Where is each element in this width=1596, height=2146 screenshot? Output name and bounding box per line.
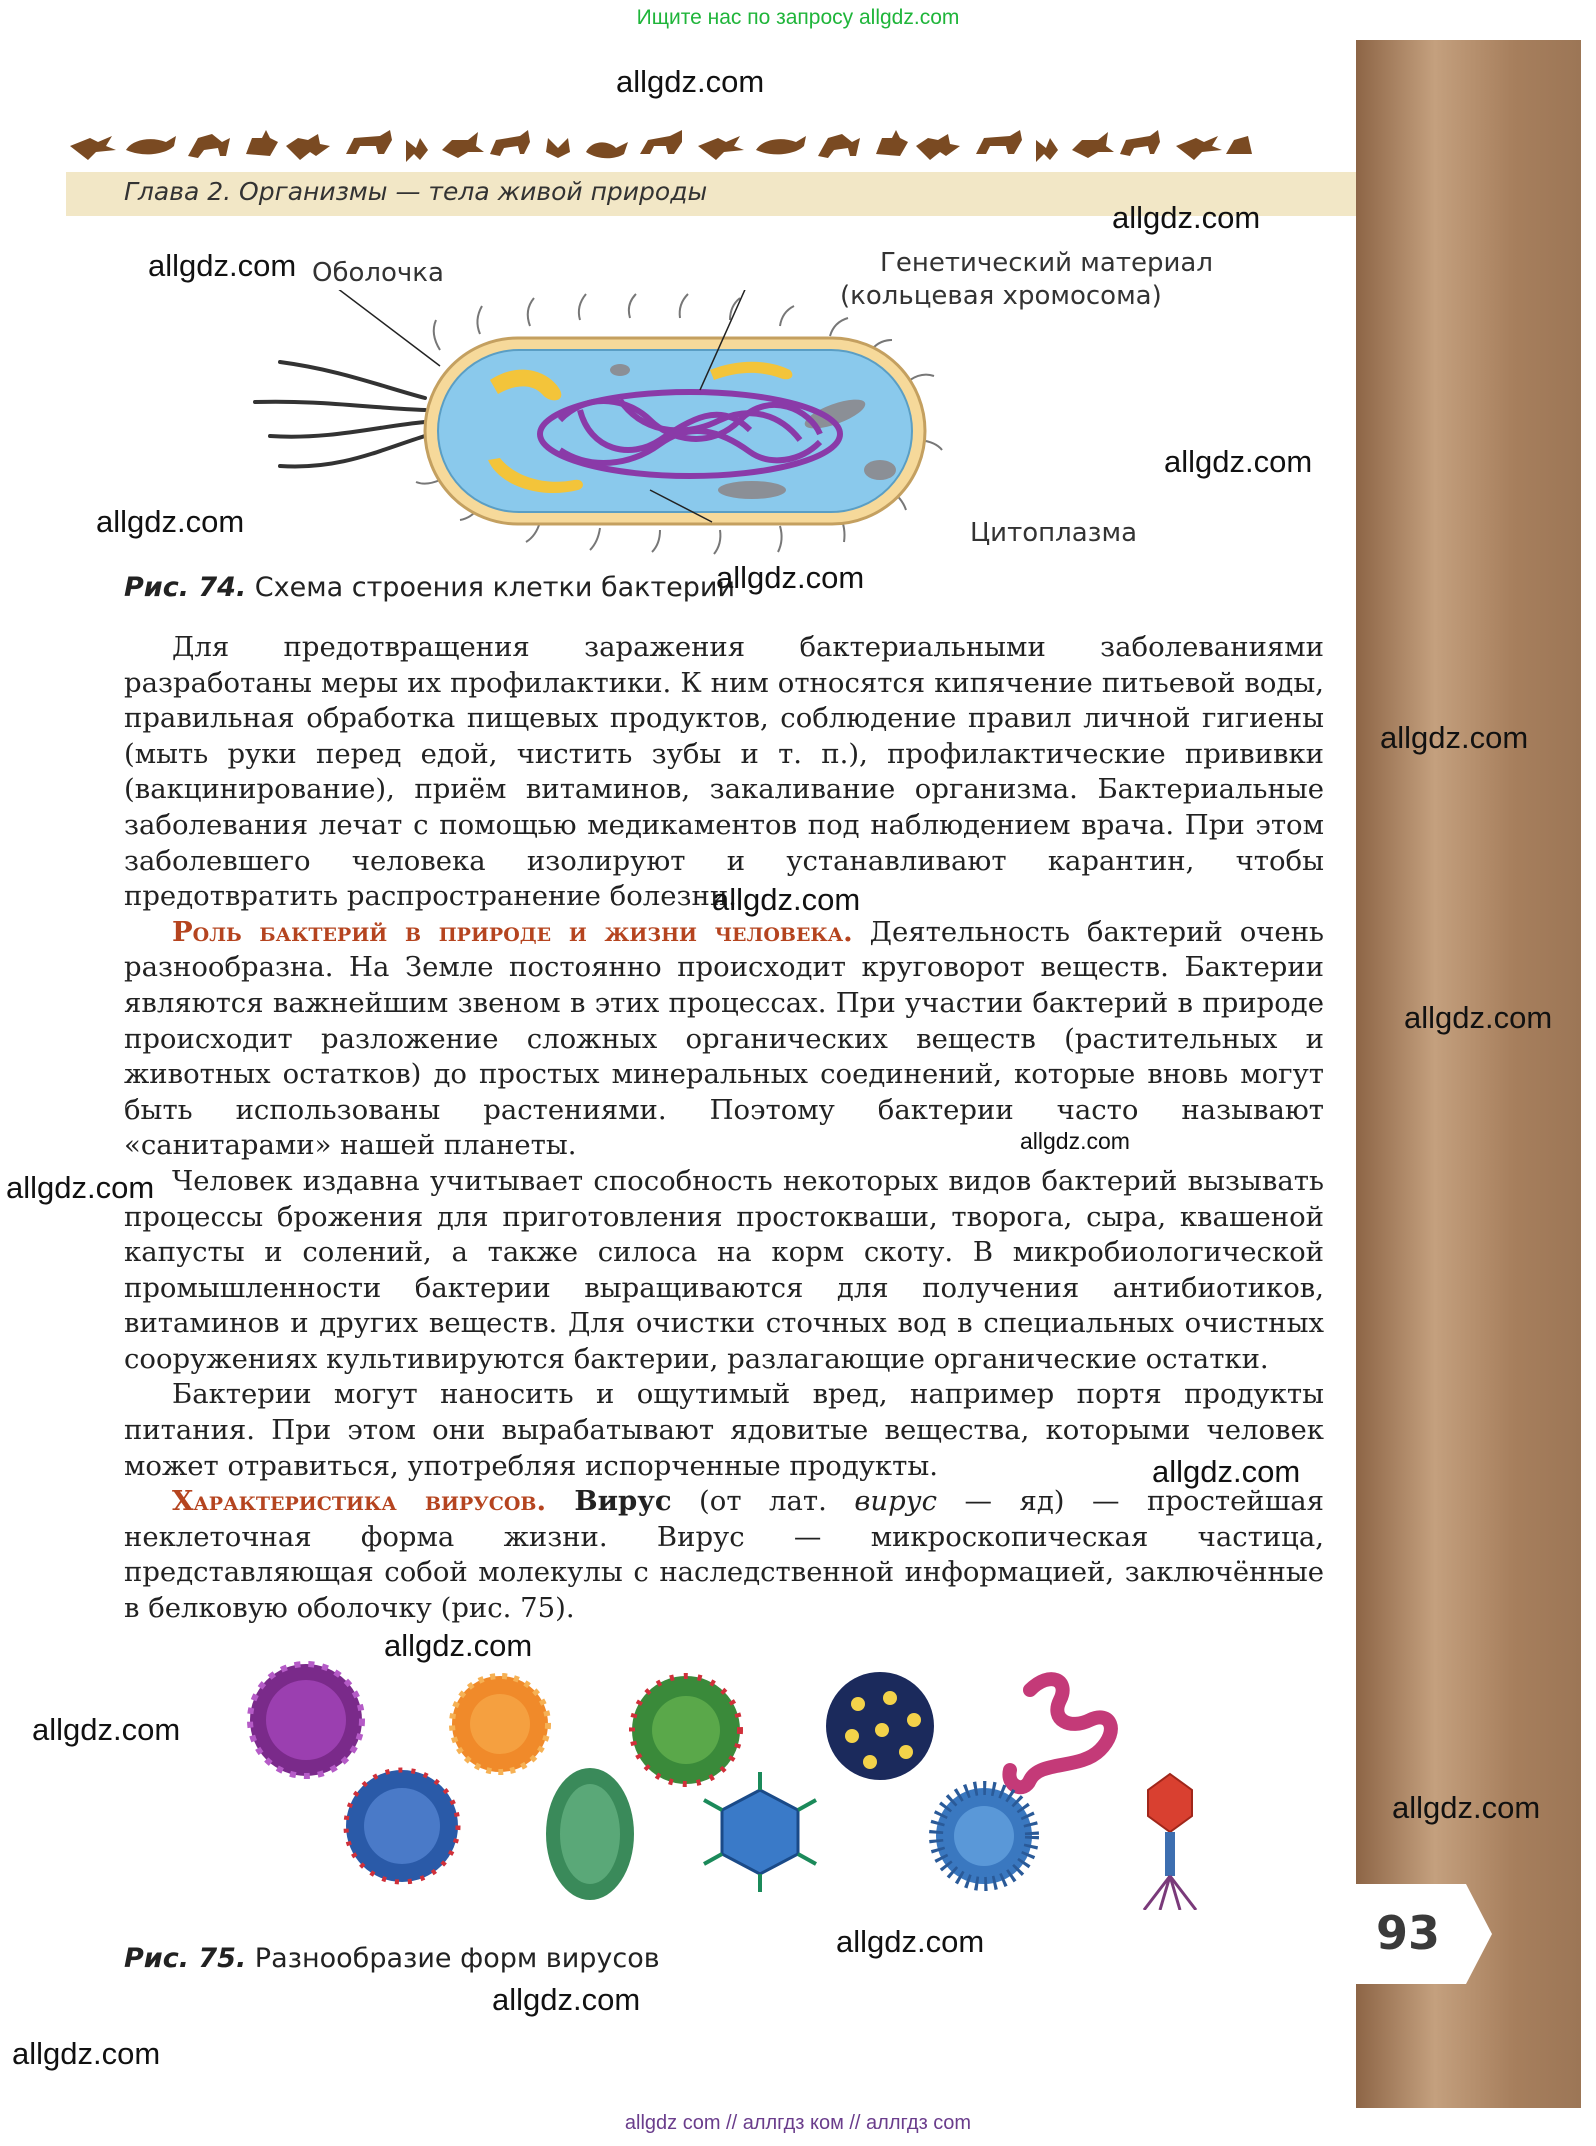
virus-blue-red — [346, 1770, 458, 1882]
watermark: allgdz.com — [1404, 1000, 1553, 1035]
figure74-caption-text: Схема строения клетки бактерии — [254, 572, 736, 603]
figure75-caption-text: Разнообразие форм вирусов — [254, 1943, 660, 1974]
paragraph-fermentation: Человек издавна учитывает способность некоторых видов бактерий вызывать процессы брожения для приготовления простокваши, творога, сыра, квашеной капусты и солений, а также силоса на корм скоту. В микробиологической промышленности бактерии выращиваются для получения антибиотиков, витаминов и других веществ. Для очистки сточных вод в специальных очистных сооружениях культивируются бактерии, разлагающие органические остатки. — [124, 1164, 1324, 1375]
watermark: allgdz.com — [836, 1924, 985, 1959]
label-cytoplasm: Цитоплазма — [970, 518, 1138, 548]
paragraph-harm: Бактерии могут наносить и ощутимый вред, например портя продукты питания. При этом они вырабатывают ядовитые вещества, которыми человек может отравиться, употребляя испорченные продукты. — [124, 1378, 1324, 1482]
watermark: allgdz.com — [492, 1982, 641, 2017]
figure75-caption — [124, 1943, 660, 1974]
watermark: allgdz.com — [1392, 1790, 1541, 1825]
watermark: allgdz.com — [716, 560, 865, 595]
watermark: allgdz.com — [1164, 444, 1313, 479]
watermark: allgdz.com — [1020, 1128, 1130, 1154]
footer-note[interactable]: allgdz com // аллгдз ком // аллгдз com — [624, 2112, 972, 2134]
heading-role-of-bacteria: Роль бактерий в природе и жизни человека. — [172, 915, 853, 948]
virus-purple — [250, 1664, 362, 1776]
watermark: allgdz.com — [12, 2036, 161, 2071]
label-genetic-material: Генетический материал — [880, 248, 1213, 278]
watermark: allgdz.com — [1380, 720, 1529, 755]
heading-viruses: Характеристика вирусов. — [172, 1485, 547, 1518]
paragraph-prevention: Для предотвращения заражения бактериальными заболеваниями разработаны меры их профилактики. К ним относятся кипячение питьевой воды, правильная обработка пищевых продуктов, соблюдение правил личной гигиены (мыть руки перед едой, чистить зубы и т. п.), профилактические прививки (вакцинирование), приём витаминов, закаливание организма. Бактериальные заболевания лечат с помощью медикаментов под наблюдением врача. При этом заболевшего человека изолируют и устанавливают карантин, чтобы предотвратить распространение болезни. — [124, 631, 1324, 913]
label-shell: Оболочка — [312, 258, 444, 288]
watermark: allgdz.com — [384, 1628, 533, 1663]
label-circular-chromosome: (кольцевая хромосома) — [840, 281, 1162, 311]
chapter-title: Глава 2. Организмы — тела живой природы — [124, 177, 708, 206]
virus-filament — [1009, 1679, 1110, 1787]
virus-orange — [452, 1676, 548, 1772]
virus-dark-blue — [826, 1672, 934, 1780]
watermark: allgdz.com — [148, 248, 297, 283]
virus-forms-illustration — [230, 1650, 1220, 1910]
animal-silhouettes-strip — [66, 126, 1256, 166]
watermark: allgdz.com — [32, 1712, 181, 1747]
watermark: allgdz.com — [6, 1170, 155, 1205]
virus-spiky-blue — [936, 1788, 1032, 1884]
bacterium-cell-illustration — [240, 290, 1000, 560]
watermark: allgdz.com — [1152, 1454, 1301, 1489]
main-text — [124, 630, 1324, 1627]
top-note[interactable]: Ищите нас по запросу allgdz.com — [636, 6, 960, 29]
paragraph-role-of-bacteria: Роль бактерий в природе и жизни человека. Деятельность бактерий очень разнообразна. На Земле постоянно происходит круговорот веществ. Бактерии являются важнейшим звеном в этих процессах. При участии бактерий в природе происходит разложение сложных органических веществ (растительных и животных остатков) до простых минеральных соединений, которые вновь могут быть использованы растениями. Поэтому бактерии часто называют «санитарами» нашей планеты. — [124, 915, 1325, 1162]
watermark: allgdz.com — [1112, 200, 1261, 235]
watermark: allgdz.com — [712, 882, 861, 917]
figure75-caption-number: Рис. 75. — [124, 1943, 247, 1974]
virus-icosahedral — [704, 1772, 816, 1892]
virus-green-red — [632, 1676, 740, 1784]
watermark: allgdz.com — [96, 504, 245, 539]
virus-bacteriophage — [1144, 1774, 1196, 1910]
watermark: allgdz.com — [616, 64, 765, 99]
figure74-caption-number: Рис. 74. — [124, 572, 247, 603]
page-number: 93 — [1376, 1906, 1441, 1960]
virus-green-oval — [546, 1768, 634, 1900]
figure74-caption — [124, 572, 735, 603]
paragraph-viruses: Характеристика вирусов. Вирус (от лат. вирус — яд) — простейшая неклеточная форма жизни. Вирус — микроскопическая частица, представляющая собой молекулы с наследственной информацией, заключённые в белковую оболочку (рис. 75). — [124, 1485, 1325, 1625]
